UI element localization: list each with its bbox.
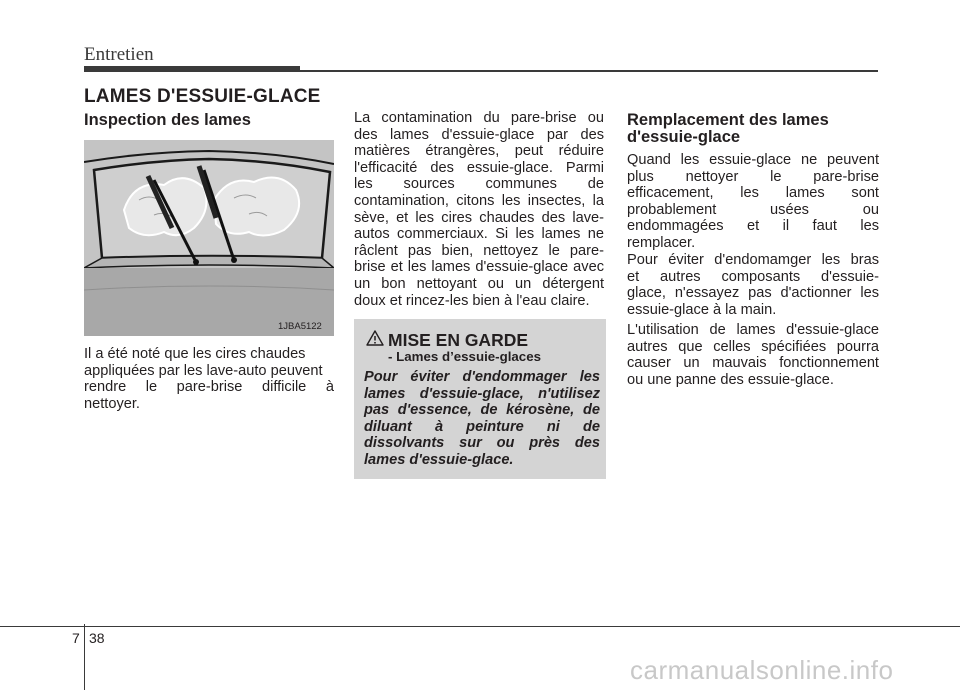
text-line: autres que celles spécifiées pourra <box>627 338 879 355</box>
header-title: Entretien <box>84 44 154 65</box>
heading-line: Remplacement des lames <box>627 111 829 129</box>
text-line: lames d'essuie-glace. <box>364 451 514 468</box>
text-line: appliquées par les lave-auto peuvent <box>84 362 323 379</box>
text-line: autos commerciaux. Si les lames ne <box>354 226 604 243</box>
section-title: LAMES D'ESSUIE-GLACE <box>84 86 321 107</box>
text-line: brise et les lames d'essuie-glace avec <box>354 259 604 276</box>
footer-divider <box>84 624 85 690</box>
text-line: des lames d'essuie-glace par des <box>354 126 604 143</box>
replacement-paragraph-1 <box>627 152 879 252</box>
inspection-heading: Inspection des lames <box>84 111 251 129</box>
warning-triangle-icon <box>366 330 384 346</box>
text-line: plus nettoyer le pare-brise <box>627 168 879 185</box>
text-line: ou une panne des essuie-glace. <box>627 371 834 388</box>
warning-title: MISE EN GARDE <box>388 330 529 350</box>
page-number: 38 <box>89 630 105 646</box>
text-line: nettoyer. <box>84 395 140 412</box>
header-rule-thick <box>84 66 300 72</box>
replacement-heading <box>627 112 879 146</box>
text-line: Pour éviter d'endomamger les bras <box>627 252 879 268</box>
text-line: L'utilisation de lames d'essuie-glace <box>627 322 879 338</box>
warning-text <box>364 369 600 469</box>
text-line: efficacement, les lames sont <box>627 185 879 202</box>
text-line: essuie-glace à la main. <box>627 301 777 318</box>
text-line: causer un mauvais fonctionnement <box>627 355 879 372</box>
replacement-paragraph-2 <box>627 252 879 318</box>
text-line: les sources communes de <box>354 176 604 193</box>
text-line: un bon nettoyant ou un détergent <box>354 275 604 292</box>
footer-rule <box>0 626 960 627</box>
text-line: Quand les essuie-glace ne peuvent <box>627 152 879 168</box>
text-line: Pour éviter d'endommager les <box>364 369 600 385</box>
header-rule-thin <box>300 70 878 72</box>
inspection-paragraph <box>84 346 334 412</box>
text-line: glace, n'essayez pas d'actionner les <box>627 285 879 302</box>
windshield-illustration <box>84 140 334 336</box>
text-line: dissolvants sur ou près des <box>364 435 600 452</box>
text-line: rendre le pare-brise difficile à <box>84 379 334 396</box>
chapter-number: 7 <box>72 630 80 646</box>
replacement-paragraph-3 <box>627 322 879 388</box>
text-line: diluant à peinture ni de <box>364 418 600 435</box>
windshield-wiper-figure <box>84 140 334 336</box>
contamination-paragraph <box>354 110 604 309</box>
text-line: probablement usées ou <box>627 201 879 218</box>
text-line: lames d'essuie-glace, n'utilisez <box>364 385 600 402</box>
text-line: matières étrangères, peut réduire <box>354 143 604 160</box>
watermark: carmanualsonline.info <box>630 655 894 685</box>
text-line: et autres composants d'essuie- <box>627 268 879 285</box>
text-line: sève, et les cires chaudes des lave- <box>354 209 604 226</box>
warning-subtitle: - Lames d’essuie-glaces <box>388 349 541 364</box>
text-line: La contamination du pare-brise ou <box>354 110 604 126</box>
text-line: Il a été noté que les cires chaudes <box>84 346 306 362</box>
text-line: contamination, citons les insectes, la <box>354 192 604 209</box>
text-line: doux et rincez-les bien à l'eau claire. <box>354 292 590 309</box>
text-line: endommagées et il faut les <box>627 218 879 235</box>
text-line: l'efficacité des essuie-glace. Parmi <box>354 159 604 176</box>
text-line: remplacer. <box>627 234 696 251</box>
heading-line: d'essuie-glace <box>627 128 741 146</box>
figure-label: 1JBA5122 <box>278 321 322 332</box>
text-line: pas d'essence, de kérosène, de <box>364 402 600 419</box>
text-line: râclent pas bien, nettoyez le pare- <box>354 242 604 259</box>
